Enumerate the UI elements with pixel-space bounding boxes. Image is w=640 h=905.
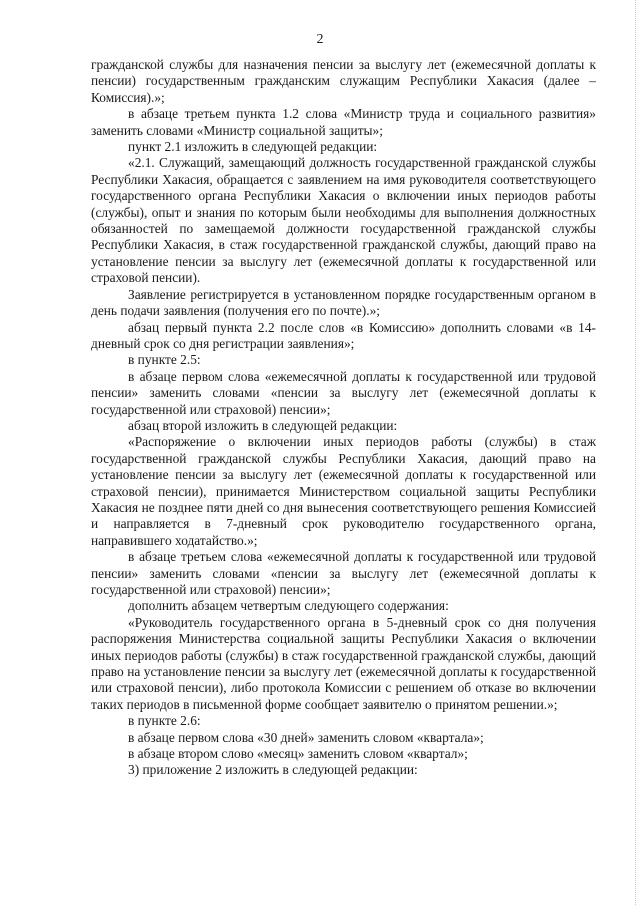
- document-body: [91, 57, 596, 779]
- paragraph-point-2-1-intro: пункт 2.1 изложить в следующей редакции:: [128, 139, 378, 155]
- paragraph-continuation: гражданской службы для назначения пенсии за выслугу лет (ежемесячной доплаты к пенсии) государственным гражданским служащим Республики Хакасия (далее – Комиссия).»;: [91, 57, 596, 105]
- paragraph-2-5-third: в абзаце третьем слова «ежемесячной доплаты к государственной или трудовой пенсии» заменить словами «пенсии за выслугу лет (ежемесячной доплаты к государственной или страховой) пенсии»;: [91, 549, 596, 597]
- paragraph-2-5-fourth-intro: дополнить абзацем четвертым следующего содержания:: [128, 598, 449, 614]
- paragraph-appendix-2: 3) приложение 2 изложить в следующей редакции:: [128, 762, 418, 778]
- paragraph-amend-2-2: абзац первый пункта 2.2 после слов «в Комиссию» дополнить словами «в 14-дневный срок со дня регистрации заявления»;: [91, 319, 596, 351]
- paragraph-2-6-second: в абзаце втором слово «месяц» заменить словом «квартал»;: [128, 746, 468, 762]
- paragraph-point-2-5-intro: в пункте 2.5:: [128, 352, 201, 368]
- paragraph-registration: Заявление регистрируется в установленном порядке государственным органом в день подачи заявления (получения его по почте).»;: [91, 286, 596, 319]
- paragraph-2-5-first: в абзаце первом слова «ежемесячной доплаты к государственной или трудовой пенсии» заменить словами «пенсии за выслугу лет (ежемесячной доплаты к государственной или страховой) пенсии»;: [91, 368, 596, 417]
- paragraph-2-5-fourth-text: «Руководитель государственного органа в 5-дневный срок со дня получения распоряжения Министерства социальной защиты Республики Хакасия о включении иных периодов работы (службы) в стаж государственной гражданской службы, дающий право на установление пенсии за выслугу лет (ежемесячной доплаты к государственной или страховой пенсии), либо протокола Комиссии с решением об отказе во включении таких периодов в письменной форме сообщает заявителю о принятом решении.»;: [91, 614, 596, 712]
- page-number: 2: [316, 32, 324, 47]
- paragraph-point-2-6-intro: в пункте 2.6:: [128, 713, 201, 729]
- scan-edge-line: [634, 0, 636, 905]
- paragraph-amend-1-2: в абзаце третьем пункта 1.2 слова «Министр труда и социального развития» заменить словами «Министр социальной защиты»;: [91, 106, 596, 138]
- paragraph-point-2-1-text: «2.1. Служащий, замещающий должность государственной гражданской службы Республики Хакасия, обращается с заявлением на имя руководителя соответствующего государственного органа Республики Хакасия о включении иных периодов работы (службы), опыт и знания по которым были необходимы для выполнения должностных обязанностей по замещаемой должности государственной гражданской службы Республики Хакасия, в стаж государственной гражданской службы, дающий право на установление пенсии за выслугу лет (ежемесячной доплаты к государственной или страховой пенсии).: [91, 155, 596, 286]
- paragraph-2-6-first: в абзаце первом слова «30 дней» заменить словом «квартала»;: [128, 729, 484, 745]
- paragraph-2-5-second-text: «Распоряжение о включении иных периодов работы (службы) в стаж государственной гражданской службы Республики Хакасия, дающий право на установление пенсии за выслугу лет (ежемесячной доплаты к государственной или страховой пенсии), принимается Министерством социальной защиты Республики Хакасия не позднее пяти дней со дня вынесения соответствующего решения Комиссией и направляется в 7-дневный срок руководителю государственного органа, направившего ходатайство.»;: [91, 434, 596, 548]
- paragraph-2-5-second-intro: абзац второй изложить в следующей редакции:: [128, 417, 398, 433]
